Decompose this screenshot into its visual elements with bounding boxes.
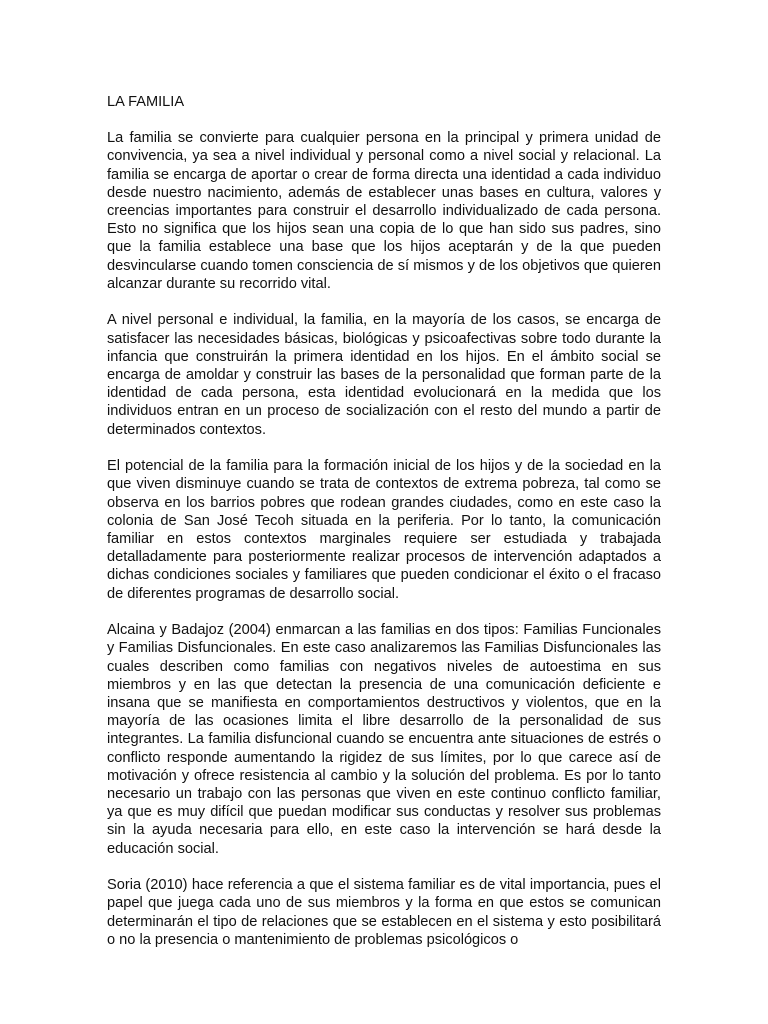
paragraph-5: Soria (2010) hace referencia a que el sistema familiar es de vital importancia, pues el papel que juega cada uno de sus miembros y la forma en que estos se comunican determinarán el tipo de relaciones que se establecen en el sistema y esto posibilitará o no la presencia o mantenimiento de problemas psicológicos o <box>107 877 661 948</box>
paragraph-2: A nivel personal e individual, la familia, en la mayoría de los casos, se encarga de satisfacer las necesidades básicas, biológicas y psicoafectivas sobre todo durante la infancia que construirán la primera identidad en los hijos. En el ámbito social se encarga de amoldar y construir las bases de la personalidad que forman parte de la identidad de cada persona, esta identidad evolucionará en la medida que los individuos entran en un proceso de socialización con el resto del mundo a partir de determinados contextos. <box>107 312 661 438</box>
paragraph-1: La familia se convierte para cualquier persona en la principal y primera unidad de convivencia, ya sea a nivel individual y personal como a nivel social y relacional. La familia se encarga de aportar o crear de forma directa una identidad a cada individuo desde nuestro nacimiento, además de establecer unas bases en cultura, valores y creencias importantes para construir el desarrollo individualizado de cada persona. Esto no significa que los hijos sean una copia de lo que han sido sus padres, sino que la familia establece una base que los hijos aceptarán y de la que pueden desvincularse cuando tomen consciencia de sí mismos y de los objetivos que quieren alcanzar durante su recorrido vital. <box>107 130 661 292</box>
document-body <box>107 93 661 967</box>
paragraph-3: El potencial de la familia para la formación inicial de los hijos y de la sociedad en la que viven disminuye cuando se trata de contextos de extrema pobreza, tal como se observa en los barrios pobres que rodean grandes ciudades, como en este caso la colonia de San José Tecoh situada en la periferia. Por lo tanto, la comunicación familiar en estos contextos marginales requiere ser estudiada y trabajada detalladamente para posteriormente realizar procesos de intervención adaptados a dichas condiciones sociales y familiares que pueden condicionar el éxito o el fracaso de diferentes programas de desarrollo social. <box>107 458 661 602</box>
paragraph-4: Alcaina y Badajoz (2004) enmarcan a las familias en dos tipos: Familias Funcionales y Familias Disfuncionales. En este caso analizaremos las Familias Disfuncionales las cuales describen como familias con negativos niveles de autoestima en sus miembros y en las que detectan la presencia de una comunicación deficiente e insana que se manifiesta en comportamientos destructivos y violentos, que en la mayoría de las ocasiones limita el libre desarrollo de la personalidad de sus integrantes. La familia disfuncional cuando se encuentra ante situaciones de estrés o conflicto responde aumentando la rigidez de sus límites, por lo que carece así de motivación y ofrece resistencia al cambio y la solución del problema. Es por lo tanto necesario un trabajo con las personas que viven en este continuo conflicto familiar, ya que es muy difícil que puedan modificar sus conductas y resolver sus problemas sin la ayuda necesaria para ello, en este caso la intervención se hará desde la educación social. <box>107 622 661 857</box>
document-title: LA FAMILIA <box>107 94 185 110</box>
